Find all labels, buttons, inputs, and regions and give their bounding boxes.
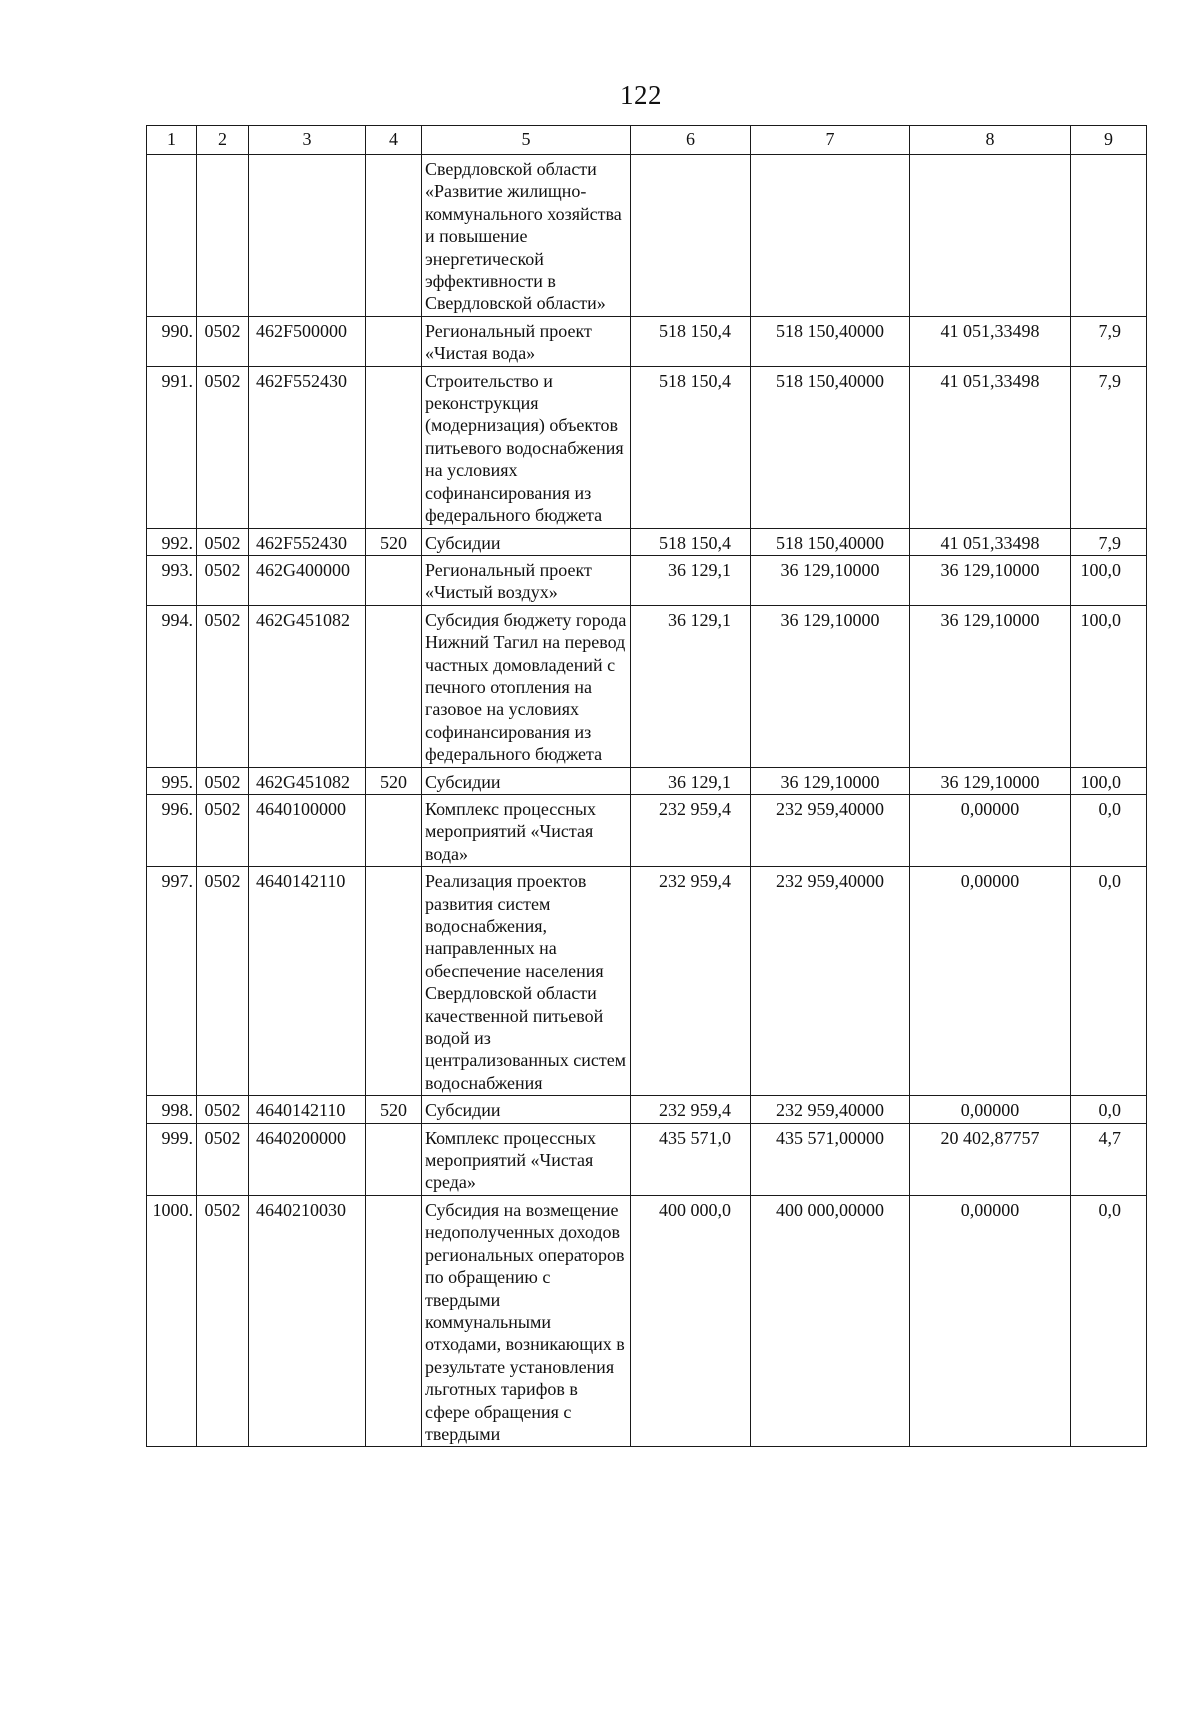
execution-percent-cell: 100,0 bbox=[1071, 555, 1147, 605]
row-number-cell: 993. bbox=[147, 555, 197, 605]
row-number-cell: 990. bbox=[147, 316, 197, 366]
column-header-9: 9 bbox=[1071, 126, 1147, 155]
target-article-code-cell: 462G451082 bbox=[249, 605, 366, 767]
table-row bbox=[147, 528, 1147, 555]
item-name-cell: Региональный проект «Чистая вода» bbox=[422, 316, 631, 366]
expense-type-code-cell bbox=[366, 1123, 422, 1195]
table-row bbox=[147, 767, 1147, 794]
planned-amount-cell: 36 129,1 bbox=[631, 555, 751, 605]
planned-amount-cell: 232 959,4 bbox=[631, 1096, 751, 1123]
table-row bbox=[147, 1123, 1147, 1195]
expense-type-code-cell bbox=[366, 316, 422, 366]
expense-type-code-cell bbox=[366, 794, 422, 866]
row-number-cell: 996. bbox=[147, 794, 197, 866]
column-header-4: 4 bbox=[366, 126, 422, 155]
executed-amount-cell: 41 051,33498 bbox=[910, 366, 1071, 528]
section-code-cell bbox=[197, 155, 249, 317]
row-number-cell: 995. bbox=[147, 767, 197, 794]
planned-amount-cell: 400 000,0 bbox=[631, 1195, 751, 1446]
column-header-2: 2 bbox=[197, 126, 249, 155]
target-article-code-cell: 462G451082 bbox=[249, 767, 366, 794]
table-row bbox=[147, 366, 1147, 528]
column-header-6: 6 bbox=[631, 126, 751, 155]
row-number-cell bbox=[147, 155, 197, 317]
column-number-row bbox=[147, 126, 1147, 155]
row-number-cell: 998. bbox=[147, 1096, 197, 1123]
expense-type-code-cell bbox=[366, 605, 422, 767]
execution-percent-cell: 7,9 bbox=[1071, 528, 1147, 555]
planned-amount-cell: 435 571,0 bbox=[631, 1123, 751, 1195]
approved-amount-cell: 36 129,10000 bbox=[751, 767, 910, 794]
expense-type-code-cell bbox=[366, 1195, 422, 1446]
approved-amount-cell: 518 150,40000 bbox=[751, 528, 910, 555]
planned-amount-cell: 518 150,4 bbox=[631, 366, 751, 528]
item-name-cell: Субсидии bbox=[422, 528, 631, 555]
item-name-cell: Субсидия на возмещение недополученных доходов региональных операторов по обращению с твердыми коммунальными отходами, возникающих в результате установления льготных тарифов в сфере обращения с твердыми bbox=[422, 1195, 631, 1446]
table-row bbox=[147, 155, 1147, 317]
section-code-cell: 0502 bbox=[197, 366, 249, 528]
execution-percent-cell: 0,0 bbox=[1071, 867, 1147, 1096]
executed-amount-cell: 0,00000 bbox=[910, 1195, 1071, 1446]
approved-amount-cell: 232 959,40000 bbox=[751, 794, 910, 866]
row-number-cell: 1000. bbox=[147, 1195, 197, 1446]
execution-percent-cell: 100,0 bbox=[1071, 605, 1147, 767]
execution-percent-cell: 0,0 bbox=[1071, 794, 1147, 866]
table-row bbox=[147, 794, 1147, 866]
execution-percent-cell: 4,7 bbox=[1071, 1123, 1147, 1195]
section-code-cell: 0502 bbox=[197, 1123, 249, 1195]
approved-amount-cell: 232 959,40000 bbox=[751, 867, 910, 1096]
planned-amount-cell: 36 129,1 bbox=[631, 767, 751, 794]
target-article-code-cell: 4640100000 bbox=[249, 794, 366, 866]
item-name-cell: Свердловской области «Развитие жилищно-коммунального хозяйства и повышение энергетической эффективности в Свердловской области» bbox=[422, 155, 631, 317]
target-article-code-cell: 462G400000 bbox=[249, 555, 366, 605]
expense-type-code-cell: 520 bbox=[366, 528, 422, 555]
execution-percent-cell: 0,0 bbox=[1071, 1096, 1147, 1123]
execution-percent-cell: 0,0 bbox=[1071, 1195, 1147, 1446]
item-name-cell: Комплекс процессных мероприятий «Чистая вода» bbox=[422, 794, 631, 866]
execution-percent-cell bbox=[1071, 155, 1147, 317]
table-row bbox=[147, 605, 1147, 767]
item-name-cell: Субсидия бюджету города Нижний Тагил на перевод частных домовладений с печного отопления на газовое на условиях софинансирования из федерального бюджета bbox=[422, 605, 631, 767]
row-number-cell: 992. bbox=[147, 528, 197, 555]
executed-amount-cell: 36 129,10000 bbox=[910, 767, 1071, 794]
planned-amount-cell: 36 129,1 bbox=[631, 605, 751, 767]
section-code-cell: 0502 bbox=[197, 528, 249, 555]
approved-amount-cell: 400 000,00000 bbox=[751, 1195, 910, 1446]
table-row bbox=[147, 555, 1147, 605]
planned-amount-cell: 232 959,4 bbox=[631, 867, 751, 1096]
execution-percent-cell: 100,0 bbox=[1071, 767, 1147, 794]
executed-amount-cell bbox=[910, 155, 1071, 317]
row-number-cell: 991. bbox=[147, 366, 197, 528]
target-article-code-cell: 4640200000 bbox=[249, 1123, 366, 1195]
expense-type-code-cell: 520 bbox=[366, 1096, 422, 1123]
column-header-5: 5 bbox=[422, 126, 631, 155]
item-name-cell: Региональный проект «Чистый воздух» bbox=[422, 555, 631, 605]
expense-type-code-cell bbox=[366, 155, 422, 317]
table-row bbox=[147, 316, 1147, 366]
executed-amount-cell: 36 129,10000 bbox=[910, 605, 1071, 767]
expense-type-code-cell bbox=[366, 366, 422, 528]
row-number-cell: 994. bbox=[147, 605, 197, 767]
column-header-7: 7 bbox=[751, 126, 910, 155]
section-code-cell: 0502 bbox=[197, 767, 249, 794]
executed-amount-cell: 0,00000 bbox=[910, 1096, 1071, 1123]
approved-amount-cell: 232 959,40000 bbox=[751, 1096, 910, 1123]
column-header-1: 1 bbox=[147, 126, 197, 155]
target-article-code-cell: 462F500000 bbox=[249, 316, 366, 366]
item-name-cell: Комплекс процессных мероприятий «Чистая среда» bbox=[422, 1123, 631, 1195]
column-header-8: 8 bbox=[910, 126, 1071, 155]
item-name-cell: Субсидии bbox=[422, 1096, 631, 1123]
item-name-cell: Реализация проектов развития систем водоснабжения, направленных на обеспечение населения Свердловской области качественной питьевой водой из централизованных систем водоснабжения bbox=[422, 867, 631, 1096]
page-number: 122 bbox=[620, 80, 662, 110]
executed-amount-cell: 0,00000 bbox=[910, 867, 1071, 1096]
target-article-code-cell: 462F552430 bbox=[249, 366, 366, 528]
expense-type-code-cell bbox=[366, 555, 422, 605]
section-code-cell: 0502 bbox=[197, 555, 249, 605]
section-code-cell: 0502 bbox=[197, 794, 249, 866]
execution-percent-cell: 7,9 bbox=[1071, 366, 1147, 528]
approved-amount-cell: 518 150,40000 bbox=[751, 316, 910, 366]
item-name-cell: Субсидии bbox=[422, 767, 631, 794]
executed-amount-cell: 20 402,87757 bbox=[910, 1123, 1071, 1195]
section-code-cell: 0502 bbox=[197, 1096, 249, 1123]
target-article-code-cell: 4640142110 bbox=[249, 1096, 366, 1123]
approved-amount-cell: 518 150,40000 bbox=[751, 366, 910, 528]
executed-amount-cell: 41 051,33498 bbox=[910, 528, 1071, 555]
item-name-cell: Строительство и реконструкция (модернизация) объектов питьевого водоснабжения на условиях софинансирования из федерального бюджета bbox=[422, 366, 631, 528]
target-article-code-cell: 462F552430 bbox=[249, 528, 366, 555]
table-body bbox=[147, 155, 1147, 1447]
approved-amount-cell bbox=[751, 155, 910, 317]
planned-amount-cell: 232 959,4 bbox=[631, 794, 751, 866]
budget-table bbox=[146, 125, 1147, 1447]
table-row bbox=[147, 867, 1147, 1096]
executed-amount-cell: 41 051,33498 bbox=[910, 316, 1071, 366]
planned-amount-cell bbox=[631, 155, 751, 317]
section-code-cell: 0502 bbox=[197, 316, 249, 366]
executed-amount-cell: 36 129,10000 bbox=[910, 555, 1071, 605]
target-article-code-cell bbox=[249, 155, 366, 317]
execution-percent-cell: 7,9 bbox=[1071, 316, 1147, 366]
approved-amount-cell: 435 571,00000 bbox=[751, 1123, 910, 1195]
column-header-3: 3 bbox=[249, 126, 366, 155]
executed-amount-cell: 0,00000 bbox=[910, 794, 1071, 866]
expense-type-code-cell: 520 bbox=[366, 767, 422, 794]
row-number-cell: 997. bbox=[147, 867, 197, 1096]
section-code-cell: 0502 bbox=[197, 605, 249, 767]
target-article-code-cell: 4640142110 bbox=[249, 867, 366, 1096]
row-number-cell: 999. bbox=[147, 1123, 197, 1195]
approved-amount-cell: 36 129,10000 bbox=[751, 605, 910, 767]
table-row bbox=[147, 1195, 1147, 1446]
target-article-code-cell: 4640210030 bbox=[249, 1195, 366, 1446]
approved-amount-cell: 36 129,10000 bbox=[751, 555, 910, 605]
planned-amount-cell: 518 150,4 bbox=[631, 316, 751, 366]
expense-type-code-cell bbox=[366, 867, 422, 1096]
table-row bbox=[147, 1096, 1147, 1123]
section-code-cell: 0502 bbox=[197, 867, 249, 1096]
planned-amount-cell: 518 150,4 bbox=[631, 528, 751, 555]
section-code-cell: 0502 bbox=[197, 1195, 249, 1446]
